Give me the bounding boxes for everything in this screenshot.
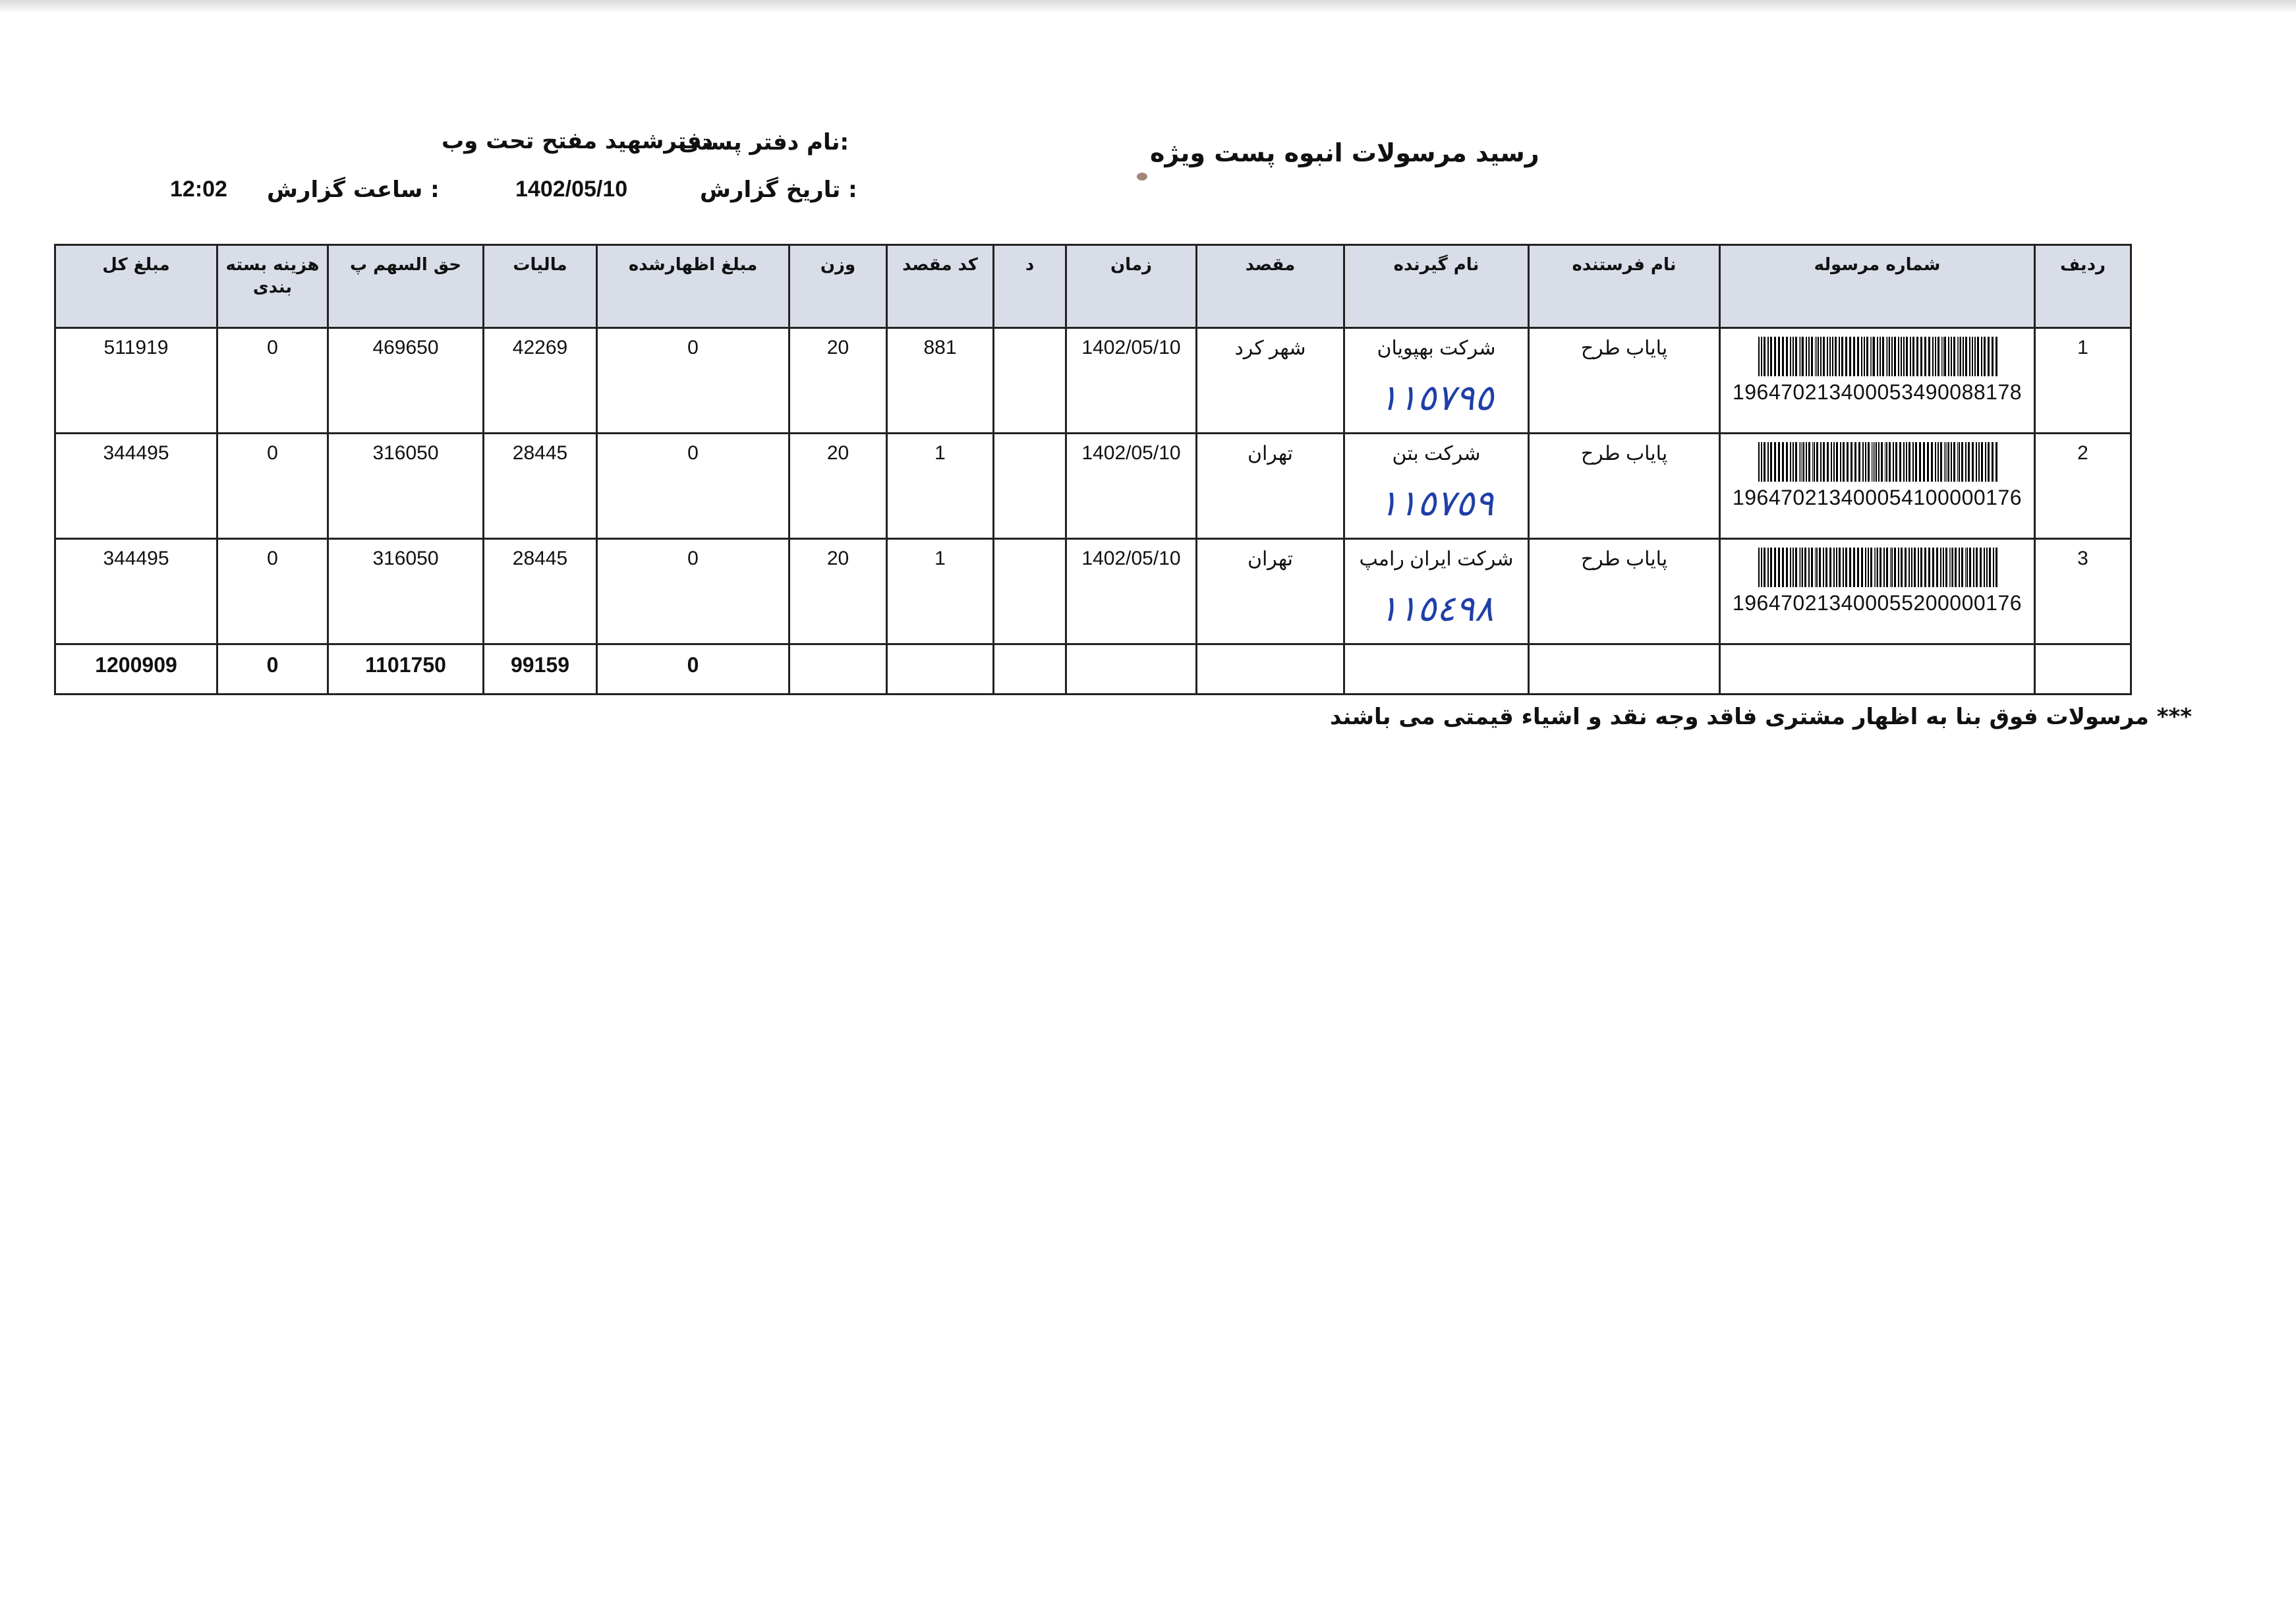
col-header-destination: مقصد — [1197, 245, 1344, 328]
barcode-icon — [1756, 337, 1999, 376]
share: 316050 — [328, 434, 484, 539]
time-value: 12:02 — [170, 177, 227, 202]
tracking-number: 196470213400053490088178 — [1732, 380, 2023, 404]
tax: 28445 — [484, 434, 597, 539]
tracking-number: 196470213400054100000176 — [1732, 486, 2023, 509]
col-header-declared: مبلغ اظهارشده — [597, 245, 789, 328]
share: 469650 — [328, 328, 484, 434]
time: 1402/05/10 — [1066, 434, 1197, 539]
shipments-table — [54, 244, 2132, 695]
office-value: دفترشهید مفتح تحت وب — [442, 128, 714, 154]
handwritten-code: ١١٥٤٩٨ — [1379, 588, 1494, 629]
receiver-cell — [1344, 539, 1529, 644]
total-amount: 344495 — [55, 434, 217, 539]
tax: 28445 — [484, 539, 597, 644]
row-number: 3 — [2035, 539, 2131, 644]
declared-amount: 0 — [597, 539, 789, 644]
tracking-cell — [1720, 539, 2035, 644]
totals-empty — [1529, 644, 1720, 695]
scan-smudge — [1137, 173, 1147, 181]
d-value — [994, 539, 1066, 644]
total-amount: 344495 — [55, 539, 217, 644]
totals-empty — [1066, 644, 1197, 695]
tax: 42269 — [484, 328, 597, 434]
tracking-number: 196470213400055200000176 — [1732, 591, 2023, 615]
total-share: 1101750 — [328, 644, 484, 695]
packing-cost: 0 — [217, 328, 328, 434]
dest-code: 1 — [887, 539, 994, 644]
footnote: *** مرسولات فوق بنا به اظهار مشتری فاقد وجه نقد و اشیاء قیمتی می باشند — [1330, 704, 2193, 730]
totals-empty — [1720, 644, 2035, 695]
row-number: 2 — [2035, 434, 2131, 539]
col-header-d: د — [994, 245, 1066, 328]
col-header-sender: نام فرستنده — [1529, 245, 1720, 328]
table-row — [55, 539, 2131, 644]
totals-empty — [2035, 644, 2131, 695]
sender-name: پایاب طرح — [1529, 328, 1720, 434]
destination: تهران — [1197, 539, 1344, 644]
barcode-icon — [1756, 442, 1999, 482]
table-row — [55, 434, 2131, 539]
col-header-packing: هزینه بسته بندی — [217, 245, 328, 328]
sender-name: پایاب طرح — [1529, 539, 1720, 644]
weight: 20 — [789, 539, 887, 644]
totals-empty — [1344, 644, 1529, 695]
packing-cost: 0 — [217, 539, 328, 644]
totals-empty — [994, 644, 1066, 695]
col-header-row-number: ردیف — [2035, 245, 2131, 328]
col-header-dest-code: کد مقصد — [887, 245, 994, 328]
col-header-time: زمان — [1066, 245, 1197, 328]
dest-code: 881 — [887, 328, 994, 434]
destination: تهران — [1197, 434, 1344, 539]
handwritten-code: ١١٥٧٩٥ — [1379, 377, 1494, 418]
d-value — [994, 434, 1066, 539]
d-value — [994, 328, 1066, 434]
col-header-total: مبلغ کل — [55, 245, 217, 328]
scan-edge — [0, 0, 2296, 13]
barcode-icon — [1756, 548, 1999, 587]
receiver-name: شرکت بتن — [1392, 443, 1481, 465]
col-header-tax: مالیات — [484, 245, 597, 328]
weight: 20 — [789, 328, 887, 434]
col-header-receiver: نام گیرنده — [1344, 245, 1529, 328]
receiver-cell — [1344, 328, 1529, 434]
share: 316050 — [328, 539, 484, 644]
weight: 20 — [789, 434, 887, 539]
packing-cost: 0 — [217, 434, 328, 539]
totals-empty — [789, 644, 887, 695]
table-header-row — [55, 245, 2131, 328]
total-tax: 99159 — [484, 644, 597, 695]
time: 1402/05/10 — [1066, 328, 1197, 434]
totals-row — [55, 644, 2131, 695]
office-label: نام دفتر پستی: — [679, 129, 849, 156]
dest-code: 1 — [887, 434, 994, 539]
declared-amount: 0 — [597, 434, 789, 539]
destination: شهر کرد — [1197, 328, 1344, 434]
total-declared: 0 — [597, 644, 789, 695]
totals-empty — [887, 644, 994, 695]
time-label: ساعت گزارش : — [267, 177, 440, 203]
total-amount: 511919 — [55, 328, 217, 434]
tracking-cell — [1720, 328, 2035, 434]
col-header-weight: وزن — [789, 245, 887, 328]
totals-empty — [1197, 644, 1344, 695]
col-header-share: حق السهم پ — [328, 245, 484, 328]
tracking-cell — [1720, 434, 2035, 539]
sender-name: پایاب طرح — [1529, 434, 1720, 539]
report-title: رسید مرسولات انبوه پست ویژه — [1150, 138, 1539, 167]
table-row — [55, 328, 2131, 434]
total-packing: 0 — [217, 644, 328, 695]
time: 1402/05/10 — [1066, 539, 1197, 644]
date-value: 1402/05/10 — [515, 177, 628, 202]
col-header-tracking: شماره مرسوله — [1720, 245, 2035, 328]
grand-total: 1200909 — [55, 644, 217, 695]
date-label: تاریخ گزارش : — [700, 177, 857, 203]
receiver-name: شرکت ایران رامپ — [1359, 548, 1514, 570]
declared-amount: 0 — [597, 328, 789, 434]
receiver-cell — [1344, 434, 1529, 539]
receiver-name: شرکت بهپویان — [1377, 337, 1496, 359]
row-number: 1 — [2035, 328, 2131, 434]
handwritten-code: ١١٥٧٥٩ — [1379, 482, 1494, 524]
